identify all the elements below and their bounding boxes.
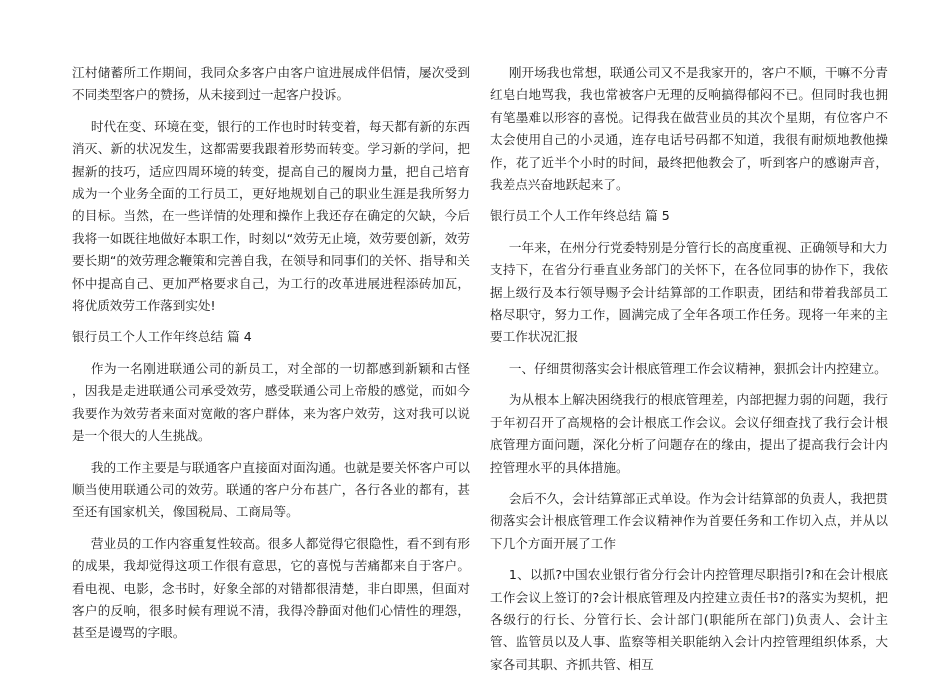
paragraph: 营业员的工作内容重复性较高。很多人都觉得它很隐性，看不到有形的成果，我却觉得这项工作很有意思，它的喜悦与苦痛都来自于客户。看电视、电影，念书时，好象全部的对错都很清楚，非白即黑，但面对客户的反响，很多时候有理说不清，我得冷静面对他们心情性的理怨，甚至是谩骂的字眼。 — [72, 535, 470, 641]
paragraph: 作为一名刚进联通公司的新员工，对全部的一切都感到新颖和古怪 ，因我是走进联通公司承受效劳，感受联通公司上帝般的感觉，而如今我要作为效劳者来面对宽敞的客户群体，来为客户效劳，这对我可以说是一个很大的人生挑战。 — [72, 360, 470, 444]
paragraph: 会后不久，会计结算部正式单设。作为会计结算部的负责人，我把贯彻落实会计根底管理工作会议精神作为首要任务和工作切入点，并从以下几个方面开展了工作 — [490, 490, 888, 551]
paragraph: 一、仔细贯彻落实会计根底管理工作会议精神，狠抓会计内控建立。 — [508, 360, 887, 376]
paragraph: 为从根本上解决困绕我行的根底管理差，内部把握力弱的问题，我行于年初召开了高规格的会计根底工作会议。会议仔细查找了我行会计根底管理方面问题，深化分析了问题存在的缘由，提出了提高我行会计内控管理水平的具体措施。 — [490, 392, 888, 475]
left-column — [72, 62, 470, 654]
paragraph: 一年来，在州分行党委特别是分管行长的高度重视、正确领导和大力支持下，在省分行垂直业务部门的关怀下，在各位同事的协作下，我依据上级行及本行领导赐予会计结算部的工作职责，团结和带着我部员工格尽职守，努力工作，圆满完成了全年各项工作任务。现将一年来的主要工作状况汇报 — [490, 239, 888, 345]
paragraph: 时代在变、环境在变，银行的工作也时时转变着，每天都有新的东西消灭、新的状况发生，这都需要我跟着形势而转变。学习新的学问，把握新的技巧，适应四周环境的转变，提高自己的履岗力量，把自己培育成为一个业务全面的工行员工，更好地规划自己的职业生涯是我所努力的目标。当然，在一些详情的处理和操作上我还存在确定的欠缺，今后我将一如既往地做好本职工作，时刻以“效劳无止境，效劳要创新，效劳要长期“的效劳理念鞭策和完善自我，在领导和同事们的关怀、指导和关怀中提高自己、更加严格要求自己，为工行的改革进展进程添砖加瓦，将优质效劳工作落到实处! — [72, 118, 470, 314]
paragraph: 刚开场我也常想，联通公司又不是我家开的，客户不顺，干嘛不分青红皂白地骂我，我也常被客户无理的反响搞得郁闷不已。但同时我也拥有笔墨难以形容的喜悦。记得我在做营业员的其次个星期，有位客户不太会使用自己的小灵通，连存电话号码都不知道，我很有耐烦地教他操作，花了近半个小时的时间，最终把他教会了，听到客户的感谢声音，我差点兴奋地跃起来了。 — [490, 65, 888, 193]
right-column — [490, 62, 888, 685]
paragraph: 江村储蓄所工作期间，我同众多客户由客户谊进展成伴侣情，屡次受到不同类型客户的赞扬，从未接到过一起客户投诉。 — [72, 65, 470, 103]
section-heading-5: 银行员工个人工作年终总结 篇 5 — [490, 208, 670, 224]
section-heading-4: 银行员工个人工作年终总结 篇 4 — [72, 329, 252, 345]
paragraph: 1、以抓?中国农业银行省分行会计内控管理尽职指引?和在会计根底工作会议上签订的?会计根底管理及内控建立责任书?的落实为契机，把各级行的行长、分管行长、会计部门(职能所在部门)负责人、会计主管、监管员以及人事、监察等相关职能纳入会计内控管理组织体系，大家各司其职、齐抓共管、相互 — [490, 567, 888, 672]
paragraph: 我的工作主要是与联通客户直接面对面沟通。也就是要关怀客户可以顺当使用联通公司的效劳。联通的客户分布甚广，各行各业的都有，甚至还有国家机关，像国税局、工商局等。 — [72, 459, 470, 520]
